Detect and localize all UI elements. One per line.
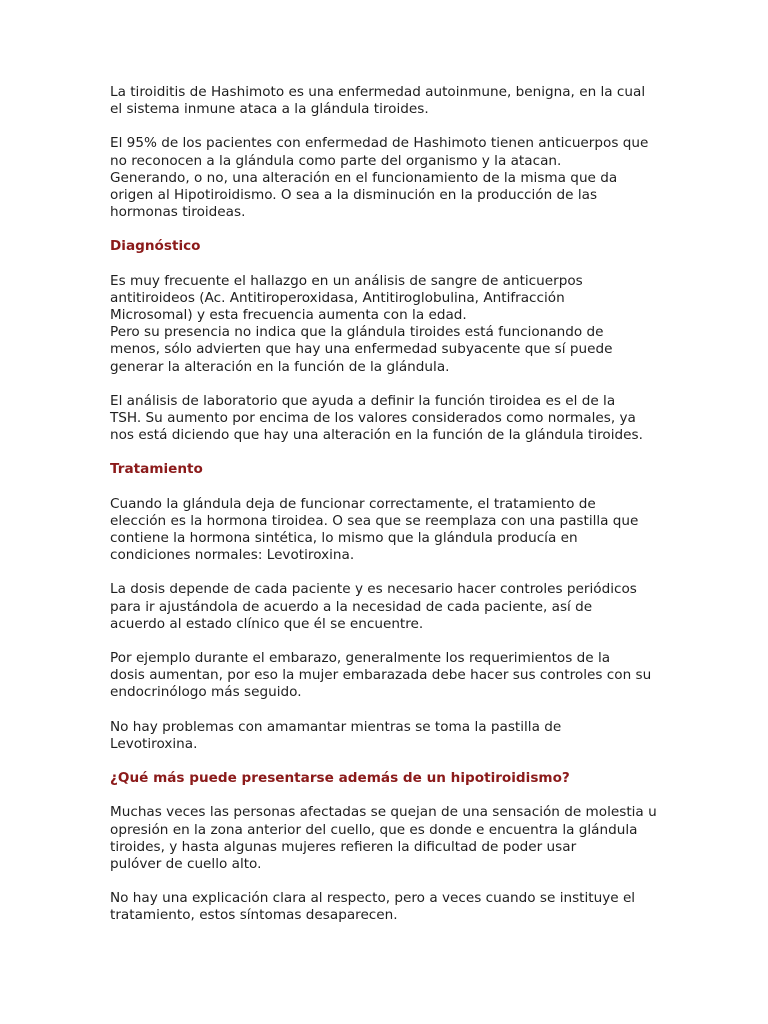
text-line: tiroides, y hasta algunas mujeres refieren la dificultad de poder usar: [110, 838, 577, 855]
text-line: El análisis de laboratorio que ayuda a definir la función tiroidea es el de la: [110, 392, 616, 409]
text-line: opresión en la zona anterior del cuello, que es donde e encuentra la glándula: [110, 821, 638, 838]
text-line: Cuando la glándula deja de funcionar correctamente, el tratamiento de: [110, 495, 596, 512]
text-line: No hay una explicación clara al respecto, pero a veces cuando se instituye el: [110, 890, 636, 907]
text-line: Muchas veces las personas afectadas se quejan de una sensación de molestia u: [110, 804, 657, 821]
text-line: generar la alteración en la función de la glándula.: [110, 358, 450, 375]
paragraph: [110, 273, 670, 376]
text-line: condiciones normales: Levotiroxina.: [110, 547, 355, 564]
section-heading: Tratamiento: [110, 461, 203, 478]
text-line: elección es la hormona tiroidea. O sea que se reemplaza con una pastilla que: [110, 512, 639, 529]
text-line: La dosis depende de cada paciente y es necesario hacer controles periódicos: [110, 581, 637, 598]
text-line: La tiroiditis de Hashimoto es una enfermedad autoinmune, benigna, en la cual: [110, 84, 646, 100]
text-line: No hay problemas con amamantar mientras se toma la pastilla de: [110, 718, 562, 735]
text-line: origen al Hipotiroidismo. O sea a la disminución en la producción de las: [110, 187, 598, 204]
paragraph: [110, 719, 670, 753]
text-line: contiene la hormona sintética, lo mismo que la glándula producía en: [110, 530, 578, 547]
paragraph: [110, 393, 670, 445]
paragraph: [110, 84, 670, 118]
text-line: Levotiroxina.: [110, 735, 198, 752]
text-line: para ir ajustándola de acuerdo a la necesidad de cada paciente, así de: [110, 598, 593, 615]
text-line: Por ejemplo durante el embarazo, generalmente los requerimientos de la: [110, 650, 611, 667]
text-line: el sistema inmune ataca a la glándula tiroides.: [110, 101, 429, 118]
paragraph: [110, 890, 670, 924]
section-heading: ¿Qué más puede presentarse además de un hipotiroidismo?: [110, 770, 570, 787]
text-line: Es muy frecuente el hallazgo en un análisis de sangre de anticuerpos: [110, 272, 583, 289]
text-line: menos, sólo advierten que hay una enfermedad subyacente que sí puede: [110, 341, 613, 358]
text-line: antitiroideos (Ac. Antitiroperoxidasa, Antitiroglobulina, Antifracción: [110, 289, 565, 306]
paragraph: [110, 496, 670, 565]
text-line: tratamiento, estos síntomas desaparecen.: [110, 907, 398, 924]
paragraph: [110, 135, 670, 221]
text-line: TSH. Su aumento por encima de los valores considerados como normales, ya: [110, 410, 636, 427]
text-line: Microsomal) y esta frecuencia aumenta con la edad.: [110, 307, 467, 324]
text-line: El 95% de los pacientes con enfermedad de Hashimoto tienen anticuerpos que: [110, 135, 649, 152]
document-body: [110, 84, 670, 942]
paragraph: [110, 804, 670, 873]
text-line: pulóver de cuello alto.: [110, 855, 262, 872]
paragraph: [110, 650, 670, 702]
section-heading: Diagnóstico: [110, 238, 201, 255]
text-line: hormonas tiroideas.: [110, 204, 246, 221]
text-line: acuerdo al estado clínico que él se encuentre.: [110, 615, 424, 632]
paragraph: [110, 581, 670, 633]
text-line: Generando, o no, una alteración en el funcionamiento de la misma que da: [110, 169, 618, 186]
text-line: endocrinólogo más seguido.: [110, 684, 302, 701]
text-line: Pero su presencia no indica que la glándula tiroides está funcionando de: [110, 324, 604, 341]
text-line: dosis aumentan, por eso la mujer embarazada debe hacer sus controles con su: [110, 667, 652, 684]
text-line: nos está diciendo que hay una alteración en la función de la glándula tiroides.: [110, 427, 643, 444]
text-line: no reconocen a la glándula como parte del organismo y la atacan.: [110, 152, 562, 169]
